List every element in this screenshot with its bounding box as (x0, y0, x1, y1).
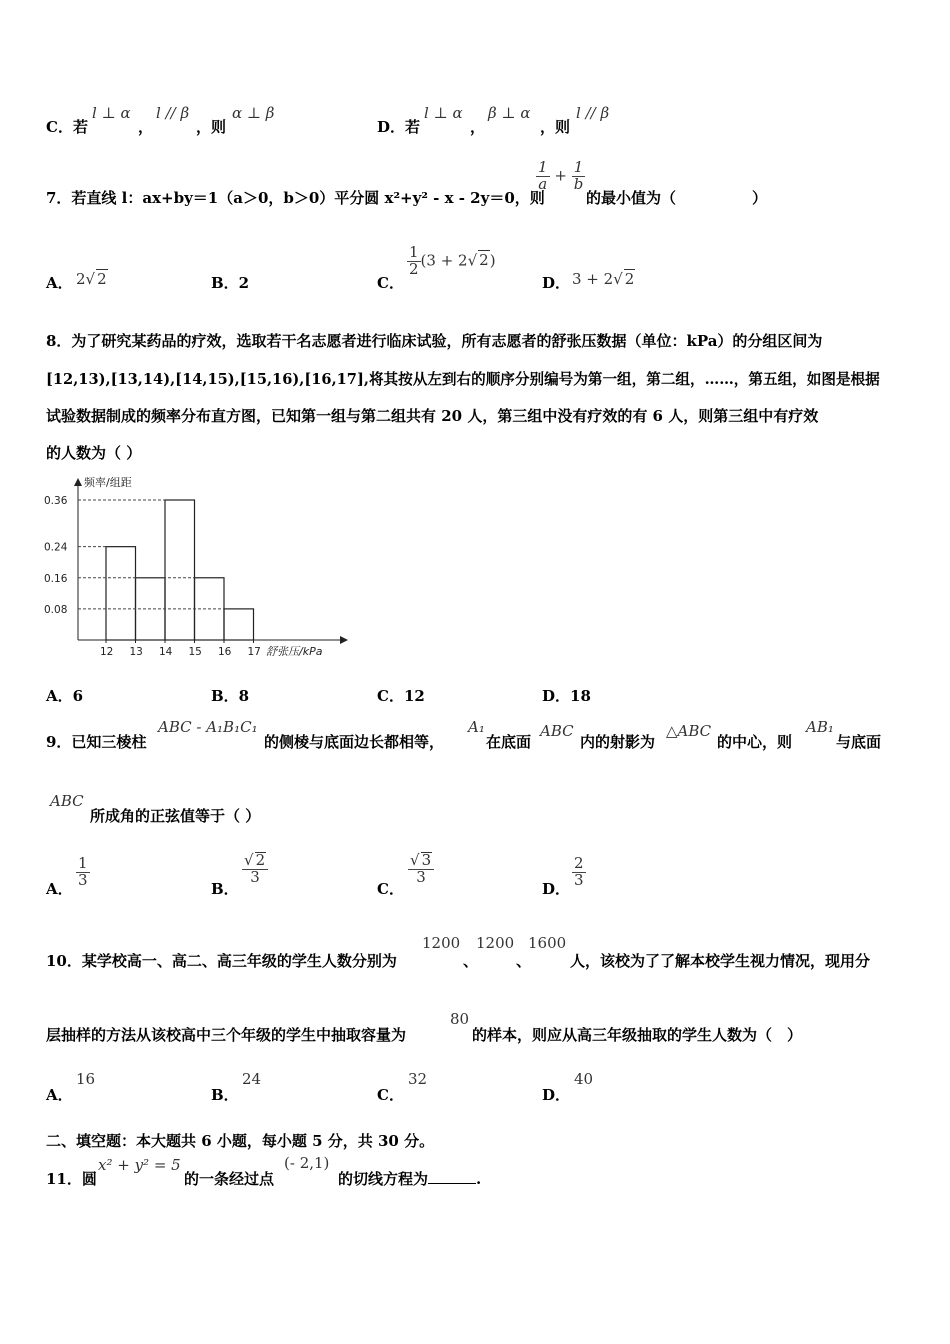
q10-stem-d: 的样本，则应从高三年级抽取的学生人数为（ ） (472, 1026, 803, 1044)
q6-c-comma: ， (138, 118, 154, 136)
q10-option-c-label: C． (377, 1086, 404, 1104)
y-tick-label: 0.36 (44, 495, 68, 507)
q10-stem-b: 人，该校为了了解本校学生视力情况，现用分 (570, 952, 871, 970)
q11-equation: x² + y² = 5 (98, 1156, 181, 1174)
q7-plus: + (554, 166, 567, 185)
y-tick-label: 0.16 (44, 572, 68, 585)
q9-option-a-label: A． (46, 880, 73, 898)
q8-stem-line-4: 的人数为（ ） (46, 444, 142, 462)
q7-option-b: B．2 (211, 274, 250, 292)
q9-option-b-value: $\frac{√ 2}{3}$ (242, 852, 268, 886)
q10-n2: 1200 (476, 934, 515, 952)
q9-ab1: AB₁ (806, 718, 834, 736)
q9-option-c-label: C． (377, 880, 404, 898)
q6-c-then: ，则 (196, 118, 227, 136)
q9-stem-a: 9．已知三棱柱 (46, 733, 147, 751)
q10-option-a-value: 16 (76, 1070, 96, 1088)
y-axis-label: 频率/组距 (84, 476, 132, 489)
q6-c-expr2: l // β (156, 104, 190, 122)
q9-stem-g: 所成角的正弦值等于（ ） (90, 807, 261, 825)
q6-d-expr2: β ⊥ α (488, 104, 531, 122)
y-tick-label: 0.08 (44, 603, 68, 616)
q10-option-b-value: 24 (242, 1070, 262, 1088)
q9-triangle: △ABC (666, 722, 712, 740)
x-tick-label: 15 (188, 646, 202, 658)
q7-option-a-label: A． (46, 274, 73, 292)
x-tick-label: 12 (100, 646, 114, 658)
q7-stem-b: 的最小值为（ (586, 189, 677, 207)
q10-sep1: 、 (463, 952, 479, 970)
q9-prism: ABC - A₁B₁C₁ (158, 718, 258, 736)
q8-option-b: B．8 (211, 687, 250, 705)
q11-answer-blank[interactable] (428, 1183, 476, 1184)
q6-c-expr3: α ⊥ β (232, 104, 275, 122)
q9-option-c-value: $\frac{√ 3}{3}$ (408, 852, 434, 886)
q10-n4: 80 (450, 1010, 470, 1028)
q9-stem-c: 在底面 (486, 733, 532, 751)
q7-option-a-value: 2√ 2 (76, 270, 107, 288)
histogram-bar (224, 609, 254, 640)
q9-option-d-value: $\frac{2}{3}$ (574, 854, 584, 889)
x-tick-label: 14 (159, 646, 173, 658)
q8-stem-line-1: 8．为了研究某药品的疗效，选取若干名志愿者进行临床试验，所有志愿者的舒张压数据（单位：kPa）的分组区间为 (46, 332, 823, 350)
q7-stem-a: 7．若直线 l：ax+by＝1（a＞0，b＞0）平分圆 x²+y² - x - 2y＝0，则 (46, 189, 545, 207)
q7-stem-c: ） (752, 189, 768, 207)
q9-stem-d: 内的射影为 (580, 733, 656, 751)
q10-option-a-label: A． (46, 1086, 73, 1104)
q10-stem-c: 层抽样的方法从该校高中三个年级的学生中抽取容量为 (46, 1026, 407, 1044)
q9-a1: A₁ (468, 718, 485, 736)
section-2-heading: 二、填空题：本大题共 6 小题，每小题 5 分，共 30 分。 (46, 1132, 435, 1150)
q6-option-d-label: D．若 (377, 118, 421, 136)
q10-option-b-label: B． (211, 1086, 239, 1104)
q7-option-c-value: $\frac{1}{2}$ (3 + 2√ 2) (409, 243, 496, 278)
q10-n1: 1200 (422, 934, 461, 952)
q10-option-c-value: 32 (408, 1070, 428, 1088)
x-axis-label: 舒张压/kPa (266, 645, 323, 658)
q8-stem-line-3: 试验数据制成的频率分布直方图，已知第一组与第二组共有 20 人，第三组中没有疗效的有 6 人，则第三组中有疗效 (46, 407, 819, 425)
q9-option-b-label: B． (211, 880, 239, 898)
histogram-bar (165, 500, 195, 640)
q7-option-c-label: C． (377, 274, 404, 292)
q9-abc-2: ABC (50, 792, 84, 810)
q8-option-d: D．18 (542, 687, 591, 705)
x-tick-label: 17 (247, 646, 261, 658)
q7-frac-1: $\frac{1}{a}$ (538, 158, 548, 193)
q11-stem-a: 11．圆 (46, 1170, 97, 1188)
q6-option-c-label: C．若 (46, 118, 88, 136)
q11-stem-c: 的切线方程为 . (338, 1170, 482, 1188)
q6-d-comma: ， (470, 118, 486, 136)
q11-stem-b: 的一条经过点 (184, 1170, 275, 1188)
q10-sep2: 、 (516, 952, 532, 970)
q6-d-expr3: l // β (576, 104, 610, 122)
q7-expression (536, 160, 585, 193)
q8-option-a: A．6 (46, 687, 84, 705)
y-tick-label: 0.24 (44, 541, 68, 554)
q9-option-a-value: $\frac{1}{3}$ (78, 854, 88, 889)
q7-option-d-value: 3 + 2√ 2 (572, 270, 635, 288)
q9-option-d-label: D． (542, 880, 571, 898)
y-axis-arrow (74, 478, 82, 486)
q10-stem-a: 10．某学校高一、高二、高三年级的学生人数分别为 (46, 952, 397, 970)
q6-d-expr1: l ⊥ α (424, 104, 463, 122)
q10-option-d-value: 40 (574, 1070, 594, 1088)
q11-point: (- 2,1) (284, 1154, 330, 1172)
histogram-bar (106, 547, 136, 640)
q8-stem-line-2: [12,13),[13,14),[14,15),[15,16),[16,17],将其按从左到右的顺序分别编号为第一组，第二组，……，第五组，如图是根据 (46, 371, 880, 388)
q7-option-d-label: D． (542, 274, 571, 292)
q9-stem-e: 的中心，则 (717, 733, 793, 751)
q6-d-then: ，则 (540, 118, 571, 136)
x-tick-label: 16 (218, 646, 232, 658)
frequency-histogram (40, 472, 350, 664)
q9-stem-f: 与底面 (836, 733, 882, 751)
q10-option-d-label: D． (542, 1086, 571, 1104)
x-axis-arrow (340, 636, 348, 644)
q9-abc-1: ABC (540, 722, 574, 740)
q6-c-expr1: l ⊥ α (92, 104, 131, 122)
q8-option-c: C．12 (377, 687, 425, 705)
x-tick-label: 13 (129, 646, 143, 658)
q10-n3: 1600 (528, 934, 567, 952)
q9-stem-b: 的侧棱与底面边长都相等， (264, 733, 445, 751)
q7-frac-2: $\frac{1}{b}$ (573, 158, 584, 193)
